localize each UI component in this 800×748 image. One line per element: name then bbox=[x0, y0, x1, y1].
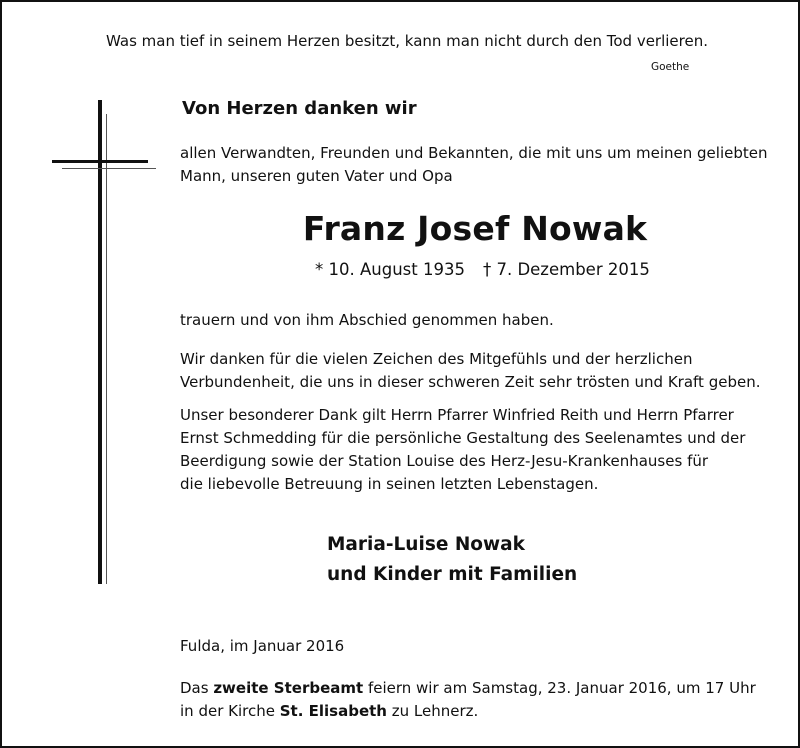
birth-date: * 10. August 1935 bbox=[315, 260, 465, 279]
mass-line-1 bbox=[180, 677, 756, 700]
thanks-intro bbox=[180, 142, 767, 188]
death-date: † 7. Dezember 2015 bbox=[482, 260, 650, 279]
headline: Von Herzen danken wir bbox=[182, 98, 417, 119]
cross-horizontal-beam bbox=[52, 160, 148, 163]
special-thanks-paragraph bbox=[180, 404, 745, 496]
family-line: Maria-Luise Nowak bbox=[327, 534, 525, 555]
family-signature bbox=[327, 530, 577, 590]
special-thanks-line: Ernst Schmedding für die persönliche Gestaltung des Seelenamtes und der bbox=[180, 429, 746, 447]
deceased-name: Franz Josef Nowak bbox=[302, 209, 648, 248]
mass-text: in der Kirche bbox=[180, 702, 280, 720]
mass-text: feiern wir am Samstag, 23. Januar 2016, um 17 Uhr bbox=[363, 679, 756, 697]
motto-quote: Was man tief in seinem Herzen besitzt, kann man nicht durch den Tod verlieren. bbox=[106, 32, 708, 50]
mass-text: Das bbox=[180, 679, 214, 697]
special-thanks-line: Unser besonderer Dank gilt Herrn Pfarrer Winfried Reith und Herrn Pfarrer bbox=[180, 406, 734, 424]
farewell-text: trauern und von ihm Abschied genommen haben. bbox=[180, 311, 554, 329]
cross-vertical-shadow-line bbox=[106, 114, 107, 584]
gratitude-paragraph bbox=[180, 348, 760, 394]
thanks-intro-line: Mann, unseren guten Vater und Opa bbox=[180, 167, 453, 185]
special-thanks-line: Beerdigung sowie der Station Louise des Herz-Jesu-Krankenhauses für bbox=[180, 452, 709, 470]
church-name: St. Elisabeth bbox=[279, 702, 387, 720]
thanks-intro-line: allen Verwandten, Freunden und Bekannten, die mit uns um meinen geliebten bbox=[180, 144, 768, 162]
special-thanks-line: die liebevolle Betreuung in seinen letzten Lebenstagen. bbox=[180, 475, 599, 493]
mass-highlight: zweite Sterbeamt bbox=[213, 679, 364, 697]
cross-vertical-beam bbox=[98, 100, 102, 584]
family-line: und Kinder mit Familien bbox=[327, 564, 578, 585]
memorial-mass-info bbox=[180, 677, 756, 723]
mass-line-2 bbox=[180, 700, 756, 723]
mass-text: zu Lehnerz. bbox=[386, 702, 479, 720]
gratitude-line: Wir danken für die vielen Zeichen des Mitgefühls und der herzlichen bbox=[180, 350, 693, 368]
life-dates bbox=[315, 260, 650, 279]
gratitude-line: Verbundenheit, die uns in dieser schweren Zeit sehr trösten und Kraft geben. bbox=[180, 373, 761, 391]
motto-author: Goethe bbox=[651, 61, 690, 73]
cross-horizontal-shadow-line bbox=[62, 168, 156, 169]
place-date: Fulda, im Januar 2016 bbox=[180, 637, 345, 655]
